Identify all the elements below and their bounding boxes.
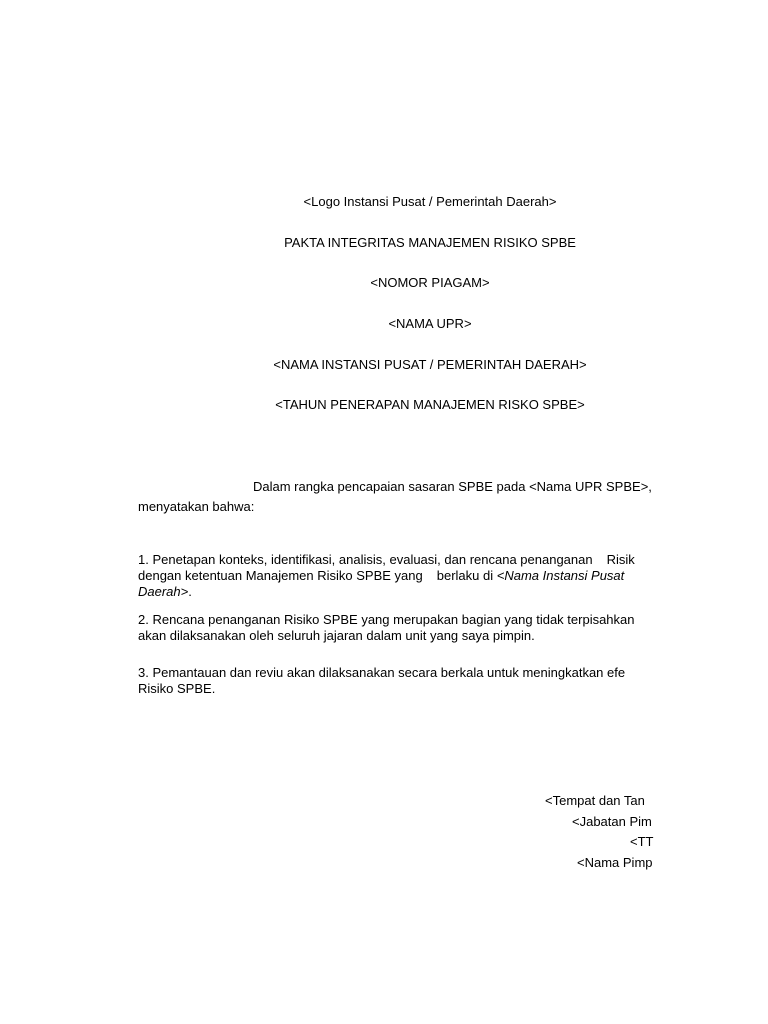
item-1-text-italic-b: Daerah> (138, 584, 189, 599)
logo-placeholder: <Logo Instansi Pusat / Pemerintah Daerah> (303, 194, 557, 209)
charter-number: <NOMOR PIAGAM> (370, 275, 490, 290)
implementation-year: <TAHUN PENERAPAN MANAJEMEN RISKO SPBE> (275, 397, 585, 412)
item-1-text-a: 1. Penetapan konteks, identifikasi, analisis, evaluasi, dan rencana penanganan (138, 552, 593, 567)
upr-name: <NAMA UPR> (388, 316, 472, 331)
statement-item-1 (138, 552, 738, 600)
item-3-line-2: Risiko SPBE. (138, 681, 216, 696)
signature-position: <Jabatan Pim (572, 814, 652, 829)
item-2-line-2: akan dilaksanakan oleh seluruh jajaran dalam unit yang saya pimpin. (138, 628, 535, 643)
item-1-line-3 (138, 584, 738, 600)
intro-paragraph (138, 479, 738, 515)
signature-place-date: <Tempat dan Tan (545, 793, 645, 808)
document-title: PAKTA INTEGRITAS MANAJEMEN RISIKO SPBE (284, 235, 576, 250)
item-1-line-2 (138, 568, 738, 584)
statement-item-3 (138, 665, 738, 697)
item-1-text-b: Risik (606, 552, 635, 567)
intro-line-1: Dalam rangka pencapaian sasaran SPBE pada <Nama UPR SPBE>, (253, 479, 652, 494)
item-1-text-end: . (188, 584, 192, 599)
institution-name: <NAMA INSTANSI PUSAT / PEMERINTAH DAERAH> (273, 357, 587, 372)
item-1-text-italic-a: <Nama Instansi Pusat (496, 568, 625, 583)
item-1-line-1 (138, 552, 738, 568)
intro-line-2: menyatakan bahwa: (138, 499, 255, 514)
item-1-text-c: dengan ketentuan Manajemen Risiko SPBE yang (138, 568, 423, 583)
item-3-line-1: 3. Pemantauan dan reviu akan dilaksanakan secara berkala untuk meningkatkan efe (138, 665, 626, 680)
statement-item-2 (138, 612, 738, 644)
signature-name: <Nama Pimp (577, 855, 653, 870)
item-1-text-d: berlaku di (436, 568, 497, 583)
item-2-line-1: 2. Rencana penanganan Risiko SPBE yang merupakan bagian yang tidak terpisahkan (138, 612, 635, 627)
signature-ttd: <TT (630, 834, 654, 849)
